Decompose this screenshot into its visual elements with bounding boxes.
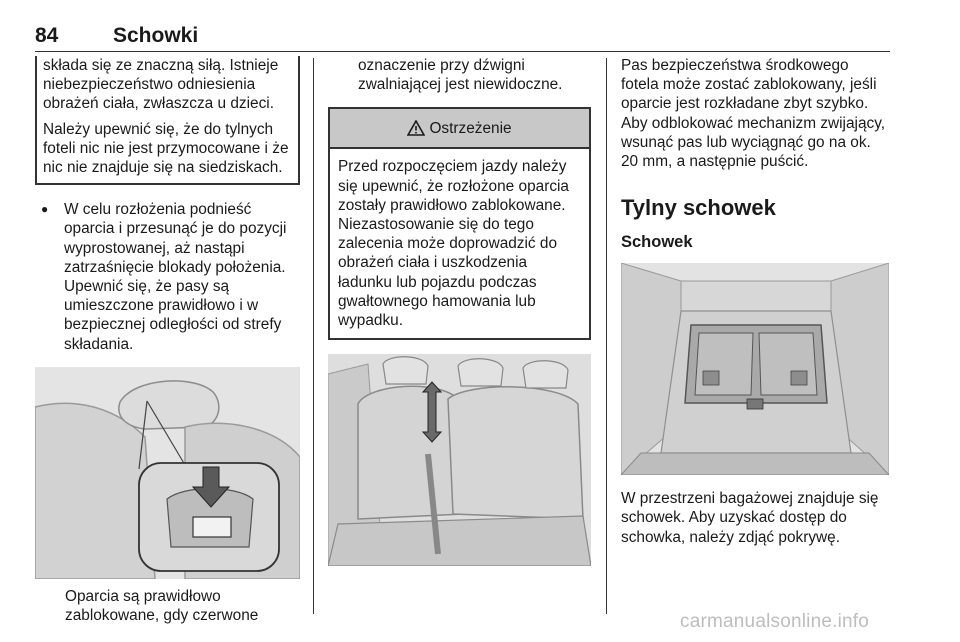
paragraph-storage: W przestrzeni bagażowej znajduje się schowek. Aby uzyskać dostęp do schowka, należy zdjąć pokrywę.: [621, 490, 879, 546]
cargo-storage-illustration: [621, 263, 889, 475]
column-1: [35, 56, 300, 625]
continuation-text: oznaczenie przy dźwigni zwalniającej jest niewidoczne.: [358, 57, 563, 94]
warning-cont-paragraph-2: Należy upewnić się, że do tylnych foteli nic nie jest przymocowane i że nic nie znajduje się na siedziskach.: [43, 120, 289, 177]
column-3: [621, 56, 889, 547]
section-heading: Tylny schowek: [621, 195, 776, 221]
warning-title: Ostrzeżenie: [429, 119, 512, 137]
page-number: 84: [35, 24, 59, 47]
page-header: [35, 22, 890, 52]
seat-latch-illustration: [35, 367, 300, 579]
column-divider-1: [313, 58, 314, 614]
rear-seats-illustration: [328, 354, 591, 566]
figure-caption: Oparcia są prawidłowo zablokowane, gdy czerwone: [65, 587, 259, 625]
warning-body: Przed rozpoczęciem jazdy należy się upewnić, że rozłożone oparcia zostały prawidłowo zablokowane. Niezastosowanie się do tego zalecenia może doprowadzić do obrażeń ciała i uszkodzenia ładunku lub pojazdu podczas gwałtownego hamowania lub wypadku.: [338, 158, 569, 330]
warning-triangle-icon: [407, 120, 425, 136]
bullet-icon: ●: [41, 202, 49, 217]
column-2: [328, 56, 591, 566]
bullet-text: W celu rozłożenia podnieść oparcia i przesunąć je do pozycji wyprostowanej, aż nastąpi zatrzaśnięcie blokady położenia. Upewnić się, że pasy są umieszczone prawidłowo i w bezpiecznej odległości od strefy składania.: [64, 201, 287, 353]
warning-box-continuation: [35, 56, 300, 185]
warning-box: [328, 107, 591, 340]
paragraph-seatbelt: Pas bezpieczeństwa środkowego fotela może zostać zablokowany, jeśli oparcie jest rozkładane zbyt szybko. Aby odblokować mechanizm zwijający, wsunąć pas lub wyciągnąć go na ok. 20 mm, a następnie puścić.: [621, 57, 886, 171]
warning-cont-paragraph-1: składa się ze znaczną siłą. Istnieje niebezpieczeństwo odniesienia obrażeń ciała, zwłaszcza u dzieci.: [43, 57, 279, 113]
column-divider-2: [606, 58, 607, 614]
subsection-heading: Schowek: [621, 233, 693, 252]
warning-header: [330, 109, 589, 149]
running-title: Schowki: [113, 24, 199, 47]
watermark: carmanualsonline.info: [680, 611, 870, 632]
bullet-item: [35, 200, 300, 354]
